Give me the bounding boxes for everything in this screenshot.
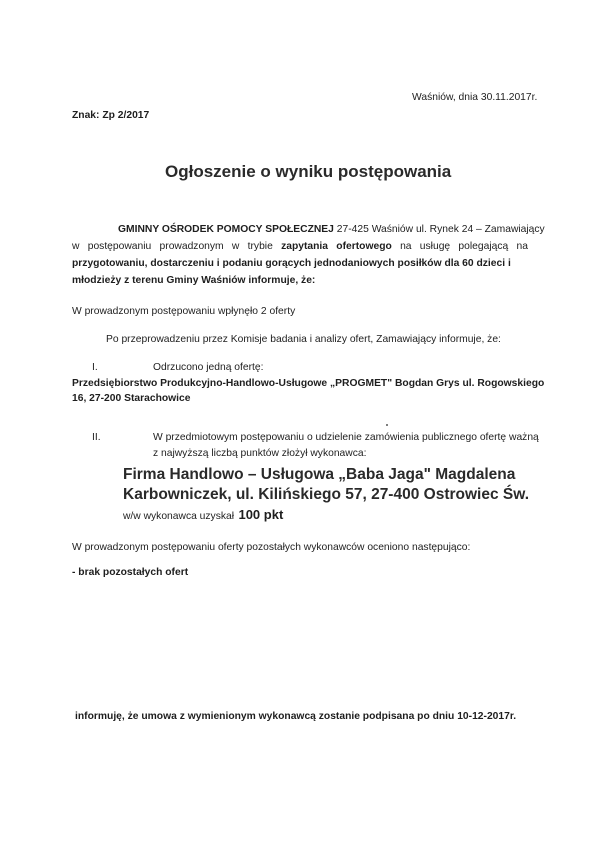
score-value: 100 pkt bbox=[238, 507, 284, 522]
intro-mode-pre: w postępowaniu prowadzonym w trybie bbox=[72, 241, 273, 252]
intro-line-3: przygotowaniu, dostarczeniu i podaniu gorących jednodaniowych posiłków dla 60 dzieci i bbox=[72, 258, 511, 269]
winner-line-2: Karbowniczek, ul. Kilińskiego 57, 27-400 Ostrowiec Św. bbox=[123, 486, 530, 503]
score-label: w/w wykonawca uzyskał bbox=[123, 511, 235, 522]
closing-statement: informuję, że umowa z wymienionym wykonawcą zostanie podpisana po dniu 10-12-2017r. bbox=[75, 711, 517, 722]
winner-line-1: Firma Handlowo – Usługowa „Baba Jaga" Magdalena bbox=[123, 466, 516, 483]
intro-line-2 bbox=[72, 241, 528, 252]
intro-address: 27-425 Waśniów ul. Rynek 24 – Zamawiający bbox=[336, 224, 545, 235]
score-line bbox=[123, 506, 283, 524]
section-2-line-2: z najwyższą liczbą punktów złożył wykonawca: bbox=[153, 448, 367, 459]
reference-number: Znak: Zp 2/2017 bbox=[72, 110, 150, 121]
section-2-numeral: II. bbox=[92, 432, 101, 443]
offers-received: W prowadzonym postępowaniu wpłynęło 2 oferty bbox=[72, 306, 296, 317]
section-1-numeral: I. bbox=[92, 362, 98, 373]
document-title: Ogłoszenie o wyniku postępowania bbox=[165, 162, 452, 181]
intro-institution: GMINNY OŚRODEK POMOCY SPOŁECZNEJ bbox=[118, 224, 334, 235]
intro-mode-post: na usługę polegającą na bbox=[400, 241, 528, 252]
scan-speck bbox=[386, 424, 388, 426]
section-2-line-1: W przedmiotowym postępowaniu o udzielenie zamówienia publicznego ofertę ważną bbox=[153, 432, 539, 443]
rejected-offer-line-2: 16, 27-200 Starachowice bbox=[72, 393, 191, 404]
other-offers-statement: W prowadzonym postępowaniu oferty pozostałych wykonawców oceniono następująco: bbox=[72, 542, 471, 553]
committee-statement: Po przeprowadzeniu przez Komisje badania i analizy ofert, Zamawiający informuje, że: bbox=[106, 334, 501, 345]
section-1-text: Odrzucono jedną ofertę: bbox=[153, 362, 264, 373]
intro-mode: zapytania ofertowego bbox=[281, 241, 392, 252]
intro-line-1 bbox=[118, 224, 545, 235]
intro-line-4: młodzieży z terenu Gminy Waśniów informuje, że: bbox=[72, 275, 316, 286]
no-other-offers: - brak pozostałych ofert bbox=[72, 567, 189, 578]
place-and-date: Waśniów, dnia 30.11.2017r. bbox=[412, 92, 538, 103]
rejected-offer-line-1: Przedsiębiorstwo Produkcyjno-Handlowo-Usługowe „PROGMET" Bogdan Grys ul. Rogowskiego bbox=[72, 378, 545, 389]
